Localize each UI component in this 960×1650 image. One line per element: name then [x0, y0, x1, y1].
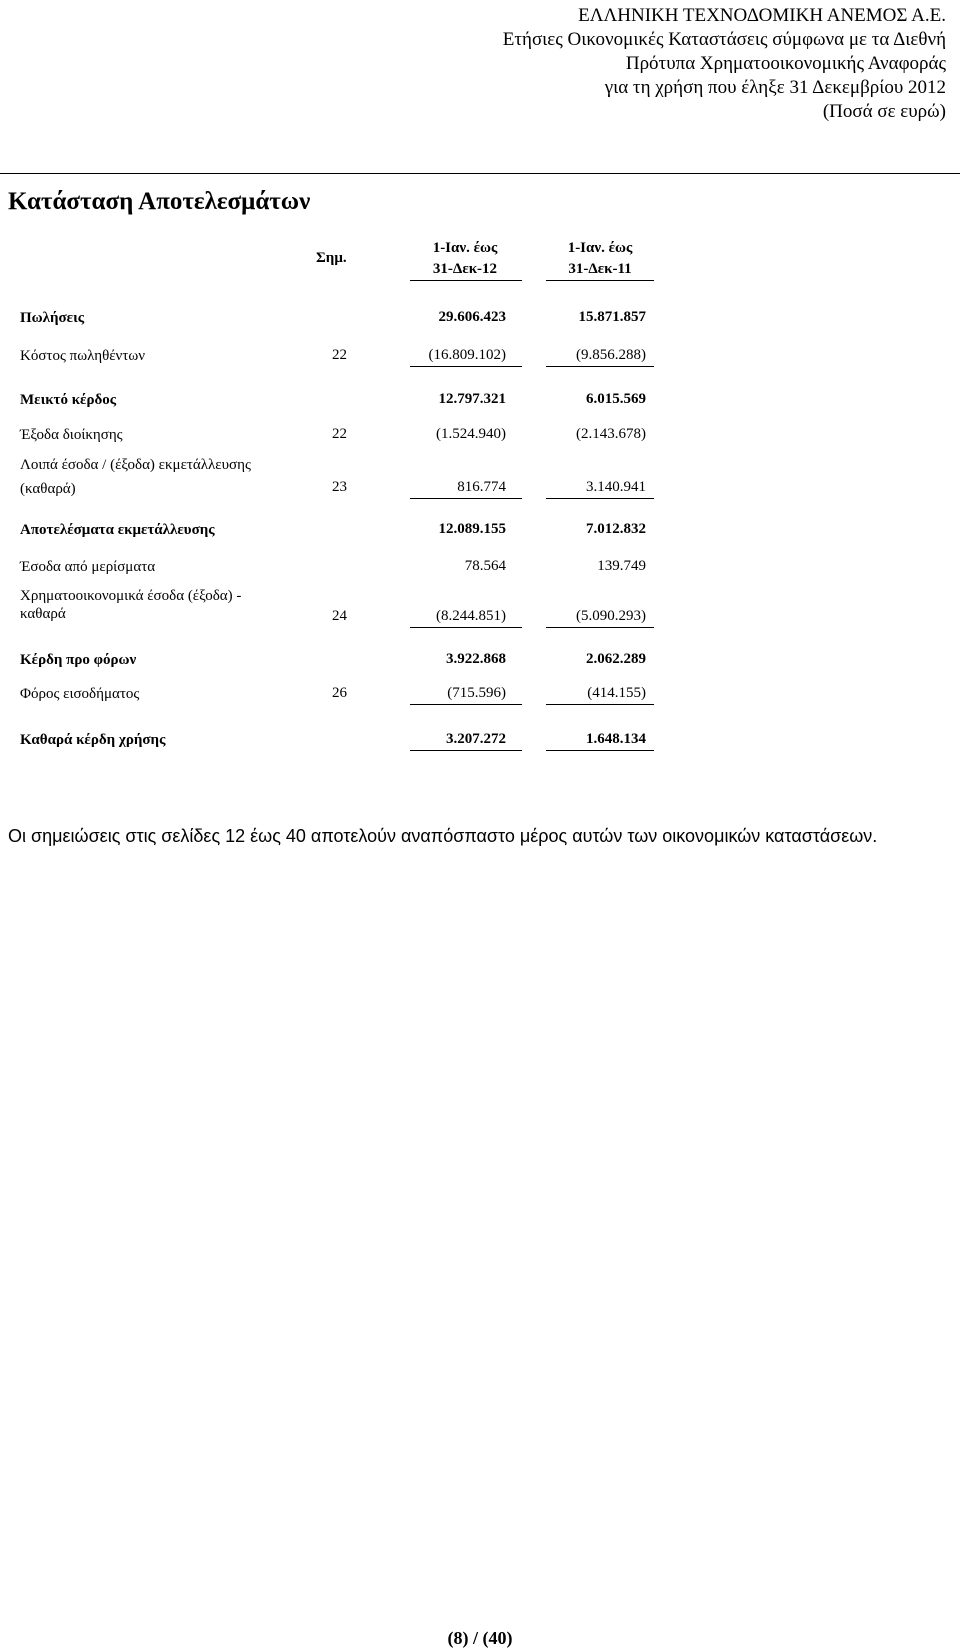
- row-admin-expenses-2012: (1.524.940): [436, 426, 506, 442]
- row-finance-net-label-line2: καθαρά: [20, 606, 66, 622]
- row-cost-of-sales-label: Κόστος πωληθέντων: [20, 348, 146, 364]
- row-cost-of-sales-underline-2012: [410, 366, 522, 367]
- row-gross-profit-2011: 6.015.569: [586, 391, 646, 407]
- header-line-3: Πρότυπα Χρηματοοικονομικής Αναφοράς: [625, 53, 946, 74]
- page-number: (8) / (40): [447, 1628, 513, 1648]
- row-net-profit-2012: 3.207.272: [446, 731, 506, 747]
- row-other-operating-label-line2: (καθαρά): [20, 481, 76, 497]
- row-income-tax-2011: (414.155): [587, 685, 646, 701]
- row-admin-expenses-note: 22: [332, 426, 347, 442]
- row-cost-of-sales-2011: (9.856.288): [576, 347, 646, 363]
- period-2012-header: [410, 238, 520, 280]
- row-admin-expenses-label: Έξοδα διοίκησης: [20, 427, 123, 443]
- row-net-profit-label: Καθαρά κέρδη χρήσης: [20, 732, 166, 748]
- row-sales-2012: 29.606.423: [438, 309, 506, 325]
- row-sales-label: Πωλήσεις: [20, 310, 85, 326]
- row-other-operating-label: [20, 456, 251, 498]
- row-net-profit-underline-2011: [546, 750, 654, 751]
- footnote: Οι σημειώσεις στις σελίδες 12 έως 40 αποτελούν αναπόσπαστο μέρος αυτών των οικονομικών καταστάσεων.: [8, 826, 878, 846]
- row-other-operating-2011: 3.140.941: [586, 479, 646, 495]
- row-finance-net-note: 24: [332, 608, 347, 624]
- row-cost-of-sales-underline-2011: [546, 366, 654, 367]
- row-finance-net-underline-2012: [410, 627, 522, 628]
- row-operating-results-2012: 12.089.155: [438, 521, 506, 537]
- row-profit-before-tax-2011: 2.062.289: [586, 651, 646, 667]
- row-net-profit-underline-2012: [410, 750, 522, 751]
- statement-title: Κατάσταση Αποτελεσμάτων: [8, 188, 311, 215]
- period-2012-line1: 1-Ιαν. έως: [432, 240, 498, 256]
- row-net-profit-2011: 1.648.134: [586, 731, 646, 747]
- note-column-header: Σημ.: [316, 250, 347, 266]
- row-dividend-income-2011: 139.749: [597, 558, 646, 574]
- row-income-tax-2012: (715.596): [447, 685, 506, 701]
- row-cost-of-sales-note: 22: [332, 347, 347, 363]
- period-2012-line2: 31-Δεκ-12: [432, 261, 498, 277]
- header-line-4: για τη χρήση που έληξε 31 Δεκεμβρίου 2012: [604, 77, 946, 98]
- period-2012-underline: [410, 280, 522, 281]
- period-2011-header: [545, 238, 655, 280]
- row-other-operating-note: 23: [332, 479, 347, 495]
- period-2011-underline: [546, 280, 654, 281]
- row-gross-profit-label: Μεικτό κέρδος: [20, 392, 117, 408]
- row-finance-net-label: [20, 587, 241, 623]
- row-other-operating-underline-2011: [546, 498, 654, 499]
- row-cost-of-sales-2012: (16.809.102): [428, 347, 506, 363]
- row-admin-expenses-2011: (2.143.678): [576, 426, 646, 442]
- row-finance-net-underline-2011: [546, 627, 654, 628]
- row-other-operating-underline-2012: [410, 498, 522, 499]
- row-finance-net-2012: (8.244.851): [436, 608, 506, 624]
- row-profit-before-tax-label: Κέρδη προ φόρων: [20, 652, 137, 668]
- row-sales-2011: 15.871.857: [578, 309, 646, 325]
- currency-note: (Ποσά σε ευρώ): [822, 101, 946, 122]
- row-finance-net-label-line1: Χρηματοοικονομικά έσοδα (έξοδα) -: [20, 588, 242, 604]
- company-name: ΕΛΛΗΝΙΚΗ ΤΕΧΝΟΔΟΜΙΚΗ ΑΝΕΜΟΣ Α.Ε.: [578, 5, 946, 26]
- period-2011-line2: 31-Δεκ-11: [568, 261, 632, 277]
- row-dividend-income-2012: 78.564: [464, 558, 506, 574]
- header-divider: [0, 173, 960, 174]
- row-income-tax-label: Φόρος εισοδήματος: [20, 686, 140, 702]
- row-finance-net-2011: (5.090.293): [576, 608, 646, 624]
- row-operating-results-2011: 7.012.832: [586, 521, 646, 537]
- row-dividend-income-label: Έσοδα από μερίσματα: [20, 559, 156, 575]
- row-other-operating-label-line1: Λοιπά έσοδα / (έξοδα) εκμετάλλευσης: [20, 457, 251, 473]
- row-profit-before-tax-2012: 3.922.868: [446, 651, 506, 667]
- period-2011-line1: 1-Ιαν. έως: [567, 240, 633, 256]
- row-income-tax-note: 26: [332, 685, 347, 701]
- row-operating-results-label: Αποτελέσματα εκμετάλλευσης: [20, 522, 215, 538]
- row-other-operating-2012: 816.774: [457, 479, 506, 495]
- row-income-tax-underline-2011: [546, 704, 654, 705]
- header-line-2: Ετήσιες Οικονομικές Καταστάσεις σύμφωνα με τα Διεθνή: [502, 29, 946, 50]
- row-income-tax-underline-2012: [410, 704, 522, 705]
- row-gross-profit-2012: 12.797.321: [438, 391, 506, 407]
